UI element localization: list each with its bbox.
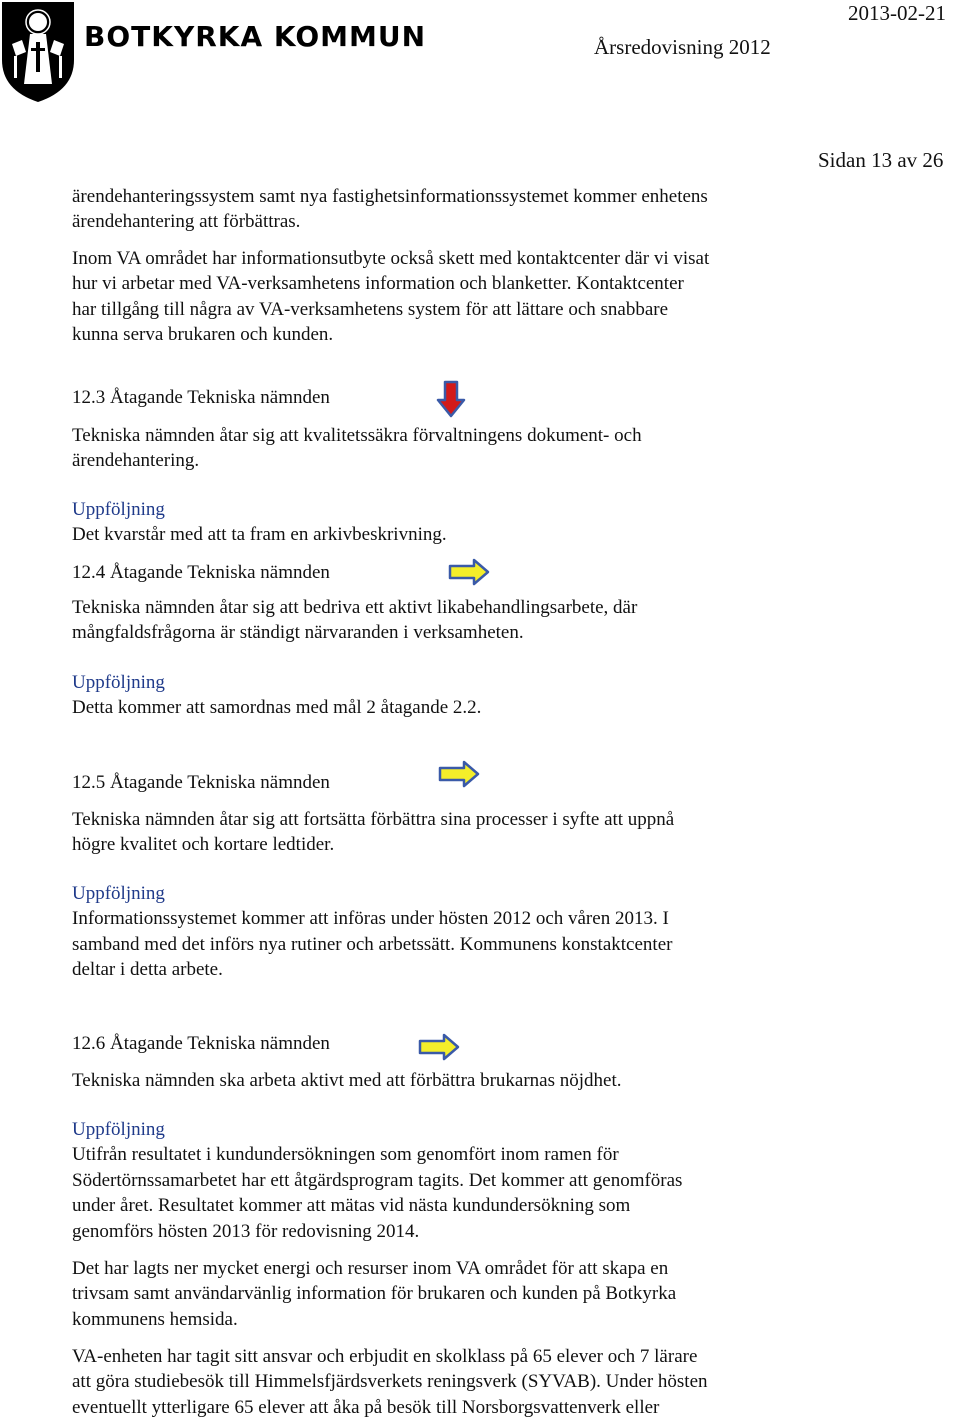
section-heading-12-5: 12.5 Åtagande Tekniska nämnden	[72, 772, 330, 793]
text-line: Det kvarstår med att ta fram en arkivbeskrivning.	[72, 524, 447, 546]
text-line: Informationssystemet kommer att införas under hösten 2012 och våren 2013. I	[72, 908, 669, 930]
followup-12-5	[72, 881, 872, 983]
trend-right-arrow-icon	[448, 558, 490, 586]
text-line: Detta kommer att samordnas med mål 2 åtagande 2.2.	[72, 697, 482, 719]
text-line: har tillgång till några av VA-verksamhetens system för att lättare och snabbare	[72, 298, 669, 320]
followup-label: Uppföljning	[72, 672, 165, 693]
section-heading-12-6: 12.6 Åtagande Tekniska nämnden	[72, 1033, 330, 1054]
intro-paragraph-1	[72, 184, 872, 235]
text-line: ärendehantering att förbättras.	[72, 211, 301, 233]
text-line: Det har lagts ner mycket energi och resurser inom VA området för att skapa en	[72, 1258, 669, 1279]
page-number: Sidan 13 av 26	[818, 148, 944, 172]
section-body-12-4	[72, 595, 872, 646]
text-line: Tekniska nämnden åtar sig att kvalitetssäkra förvaltningens dokument- och	[72, 425, 642, 446]
text-line: ärendehantering.	[72, 450, 200, 472]
text-line: högre kvalitet och kortare ledtider.	[72, 834, 335, 856]
trend-right-arrow-icon	[418, 1033, 460, 1061]
text-line: Tekniska nämnden ska arbeta aktivt med att förbättra brukarnas nöjdhet.	[72, 1070, 622, 1091]
text-line: eventuellt ytterligare 65 elever att åka på besök till Norsborgsvattenverk eller	[72, 1396, 660, 1418]
text-line: Tekniska nämnden åtar sig att fortsätta förbättra sina processer i syfte att uppnå	[72, 809, 675, 830]
intro-paragraph-2	[72, 246, 872, 348]
text-line: Utifrån resultatet i kundundersökningen som genomfört inom ramen för	[72, 1144, 619, 1166]
text-line: att göra studiebesök till Himmelsfjärdsverkets reningsverk (SYVAB). Under hösten	[72, 1371, 708, 1393]
followup-label: Uppföljning	[72, 883, 165, 904]
document-date: 2013-02-21	[848, 1, 946, 25]
text-line: kommunens hemsida.	[72, 1308, 238, 1330]
text-line: Tekniska nämnden åtar sig att bedriva ett aktivt likabehandlingsarbete, där	[72, 597, 638, 618]
text-line: ärendehanteringssystem samt nya fastighetsinformationssystemet kommer enhetens	[72, 186, 708, 207]
text-line: deltar i detta arbete.	[72, 959, 223, 981]
text-line: mångfaldsfrågorna är ständigt närvaranden i verksamheten.	[72, 622, 524, 644]
text-line: hur vi arbetar med VA-verksamhetens information och blanketter. Kontaktcenter	[72, 273, 684, 295]
followup-12-6	[72, 1117, 872, 1244]
text-line: kunna serva brukaren och kunden.	[72, 324, 334, 346]
section-body-12-5	[72, 807, 872, 858]
text-line: genomförs hösten 2013 för redovisning 2014.	[72, 1220, 420, 1242]
followup-label: Uppföljning	[72, 1119, 165, 1140]
text-line: VA-enheten har tagit sitt ansvar och erbjudit en skolklass på 65 elever och 7 lärare	[72, 1346, 698, 1367]
closing-paragraph-1	[72, 1256, 872, 1332]
text-line: Södertörnssamarbetet har ett åtgärdsprogram tagits. Det kommer att genomföras	[72, 1169, 683, 1191]
section-body-12-3	[72, 423, 872, 474]
text-line: trivsam samt användarvänlig information för brukaren och kunden på Botkyrka	[72, 1283, 677, 1305]
section-body-12-6	[72, 1068, 872, 1093]
text-line: Inom VA området har informationsutbyte också skett med kontaktcenter där vi visat	[72, 248, 710, 269]
trend-down-arrow-icon	[436, 380, 466, 418]
document-title: Årsredovisning 2012	[594, 35, 771, 59]
brand-name: BOTKYRKA KOMMUN	[84, 20, 427, 53]
followup-label: Uppföljning	[72, 499, 165, 520]
trend-right-arrow-icon	[438, 760, 480, 788]
text-line: samband med det införs nya rutiner och arbetssätt. Kommunens konstaktcenter	[72, 933, 673, 955]
followup-12-3	[72, 497, 872, 548]
page-header	[0, 0, 960, 110]
closing-paragraph-2	[72, 1344, 872, 1420]
section-heading-12-4: 12.4 Åtagande Tekniska nämnden	[72, 562, 330, 583]
followup-12-4	[72, 670, 872, 721]
section-heading-12-3: 12.3 Åtagande Tekniska nämnden	[72, 387, 330, 408]
text-line: under året. Resultatet kommer att mätas vid nästa kundundersökning som	[72, 1195, 631, 1217]
municipal-crest-icon	[0, 0, 76, 104]
